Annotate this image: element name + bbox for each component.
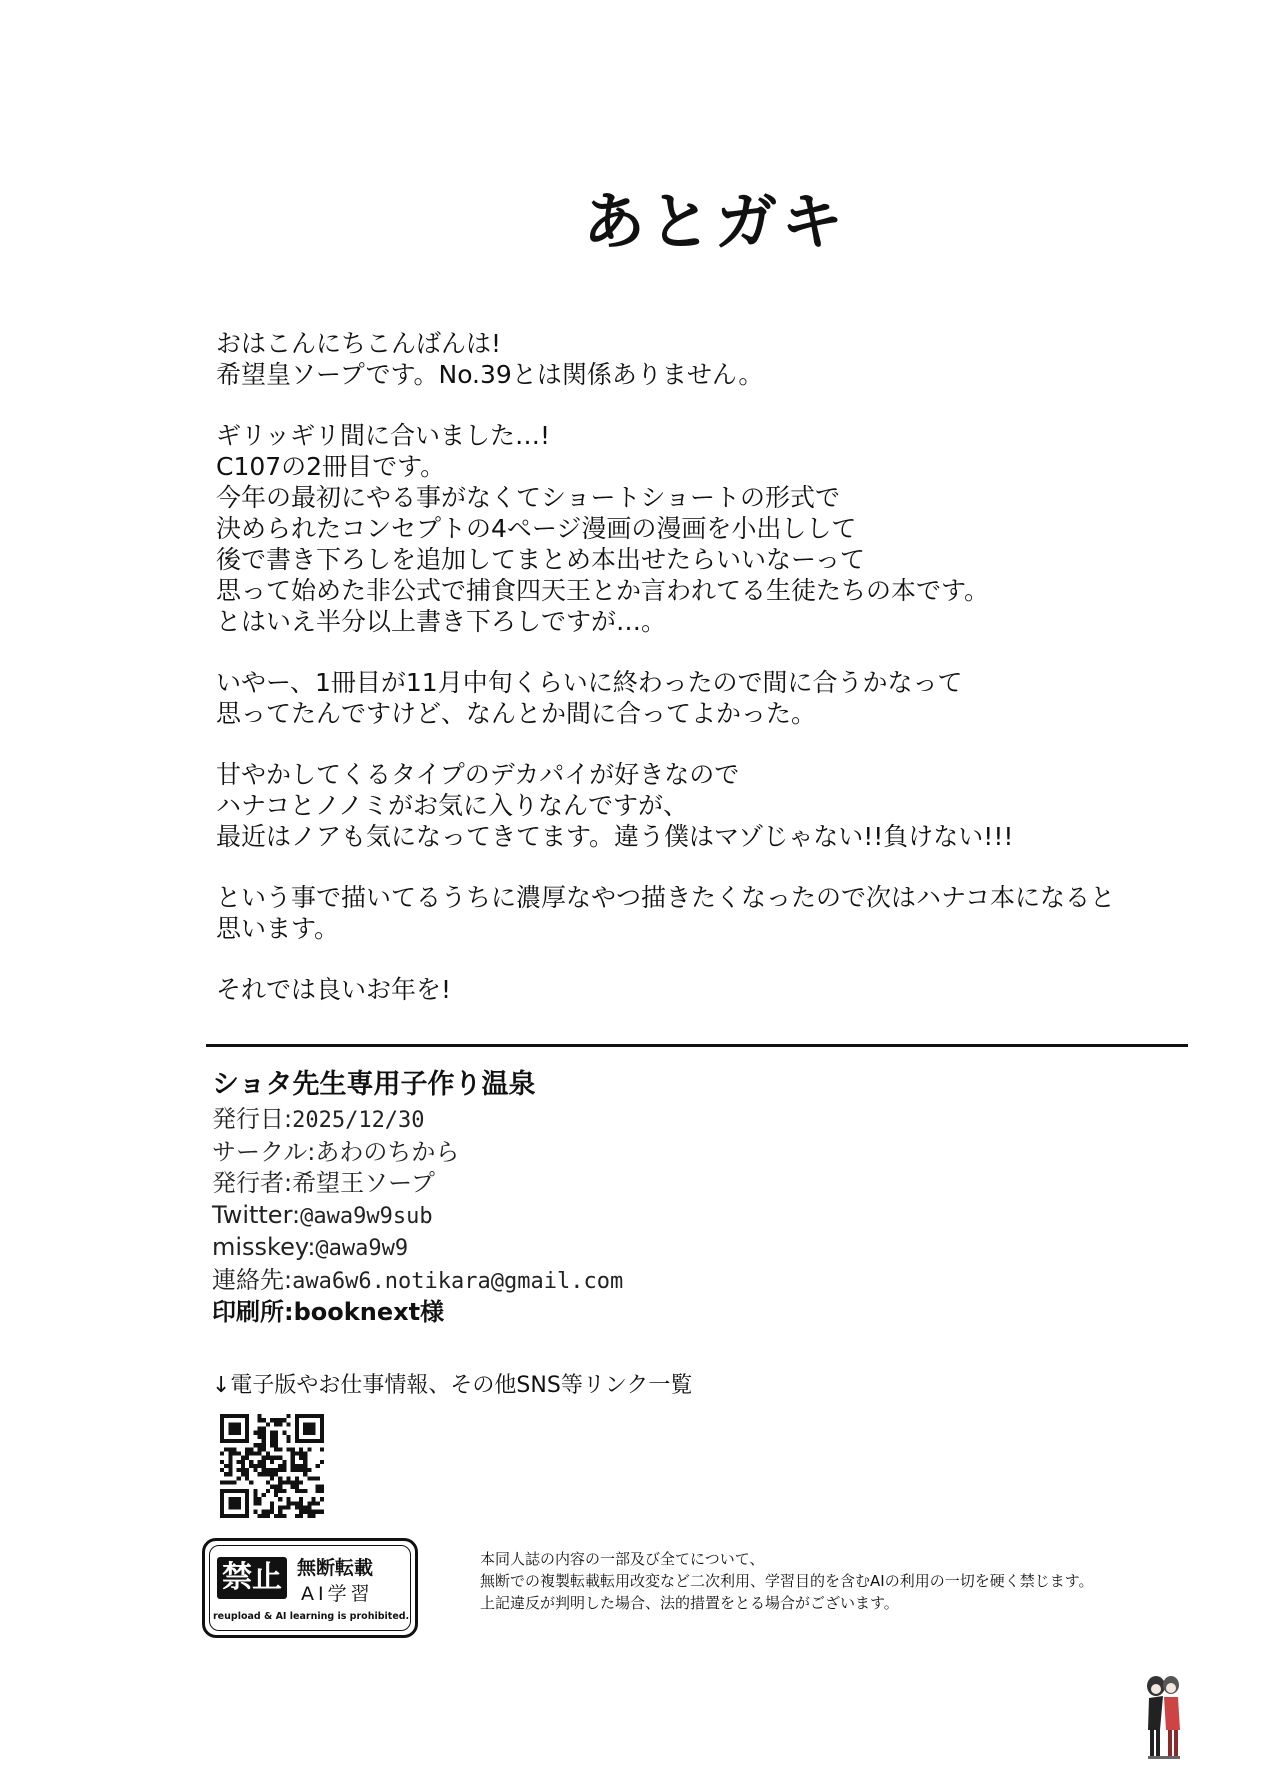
no-reupload-badge xyxy=(202,1538,418,1638)
prohibited-label: 禁止 xyxy=(217,1557,287,1599)
afterword-line: 思って始めた非公式で捕食四天王とか言われてる生徒たちの本です。 xyxy=(216,576,990,605)
afterword-line: 希望皇ソープです。No.39とは関係ありません。 xyxy=(216,360,764,389)
badge-line-3: reupload & AI learning is prohibited. xyxy=(213,1611,410,1622)
printer-row: 印刷所:booknext様 xyxy=(212,1298,445,1326)
issue-date-row: 発行日:2025/12/30 xyxy=(212,1105,425,1133)
twitter-row: Twitter:@awa9w9sub xyxy=(212,1200,433,1229)
badge-line-2: AI学習 xyxy=(301,1583,374,1605)
afterword-paragraph xyxy=(216,759,1216,852)
afterword-paragraph xyxy=(216,328,1216,390)
misskey-row: misskey:@awa9w9 xyxy=(212,1233,409,1261)
afterword-line: ハナコとノノミがお気に入りなんですが、 xyxy=(216,791,689,820)
afterword-paragraph xyxy=(216,420,1216,637)
divider xyxy=(206,1044,1188,1047)
afterword-line: 決められたコンセプトの4ページ漫画の漫画を小出しして xyxy=(216,514,857,543)
notice-line: 上記違反が判明した場合、法的措置をとる場合がございます。 xyxy=(480,1594,899,1612)
afterword-line: 甘やかしてくるタイプのデカパイが好きなので xyxy=(216,760,740,789)
afterword-line: ギリッギリ間に合いました…! xyxy=(216,421,551,450)
mascot-figure-icon xyxy=(1140,1672,1186,1764)
afterword-line: 今年の最初にやる事がなくてショートショートの形式で xyxy=(216,483,841,512)
afterword-line: という事で描いてるうちに濃厚なやつ描きたくなったので次はハナコ本になると xyxy=(216,883,1116,912)
afterword-line: とはいえ半分以上書き下ろしですが…。 xyxy=(216,607,667,636)
afterword-body xyxy=(216,328,1216,1035)
qr-code-icon[interactable] xyxy=(220,1414,324,1518)
page-title: あとガキ xyxy=(582,185,847,258)
afterword-paragraph xyxy=(216,667,1216,729)
publisher-row: 発行者:希望王ソープ xyxy=(212,1169,435,1197)
copyright-notice xyxy=(480,1548,1094,1614)
afterword-line: C107の2冊目です。 xyxy=(216,452,446,481)
badge-line-1: 無断転載 xyxy=(297,1557,374,1579)
colophon xyxy=(212,1066,623,1329)
afterword-line: それでは良いお年を! xyxy=(216,975,452,1004)
afterword-line: 後で書き下ろしを追加してまとめ本出せたらいいなーって xyxy=(216,545,866,574)
afterword-line: いやー、1冊目が11月中旬くらいに終わったので間に合うかなって xyxy=(216,668,963,697)
afterword-line: 思います。 xyxy=(216,914,340,943)
afterword-line: おはこんにちこんばんは! xyxy=(216,329,502,358)
afterword-line: 思ってたんですけど、なんとか間に合ってよかった。 xyxy=(216,699,817,728)
book-title: ショタ先生専用子作り温泉 xyxy=(212,1069,536,1100)
contact-row: 連絡先:awa6w6.notikara@gmail.com xyxy=(212,1265,624,1294)
afterword-paragraph xyxy=(216,882,1216,944)
afterword-line: 最近はノアも気になってきてます。違う僕はマゾじゃない!!負けない!!! xyxy=(216,822,1014,851)
afterword-paragraph xyxy=(216,974,1216,1005)
circle-row: サークル:あわのちから xyxy=(212,1137,460,1166)
notice-line: 無断での複製転載転用改変など二次利用、学習目的を含むAIの利用の一切を硬く禁じます。 xyxy=(480,1572,1094,1590)
links-note: ↓電子版やお仕事情報、その他SNS等リンク一覧 xyxy=(212,1373,693,1398)
notice-line: 本同人誌の内容の一部及び全てについて、 xyxy=(480,1550,765,1568)
